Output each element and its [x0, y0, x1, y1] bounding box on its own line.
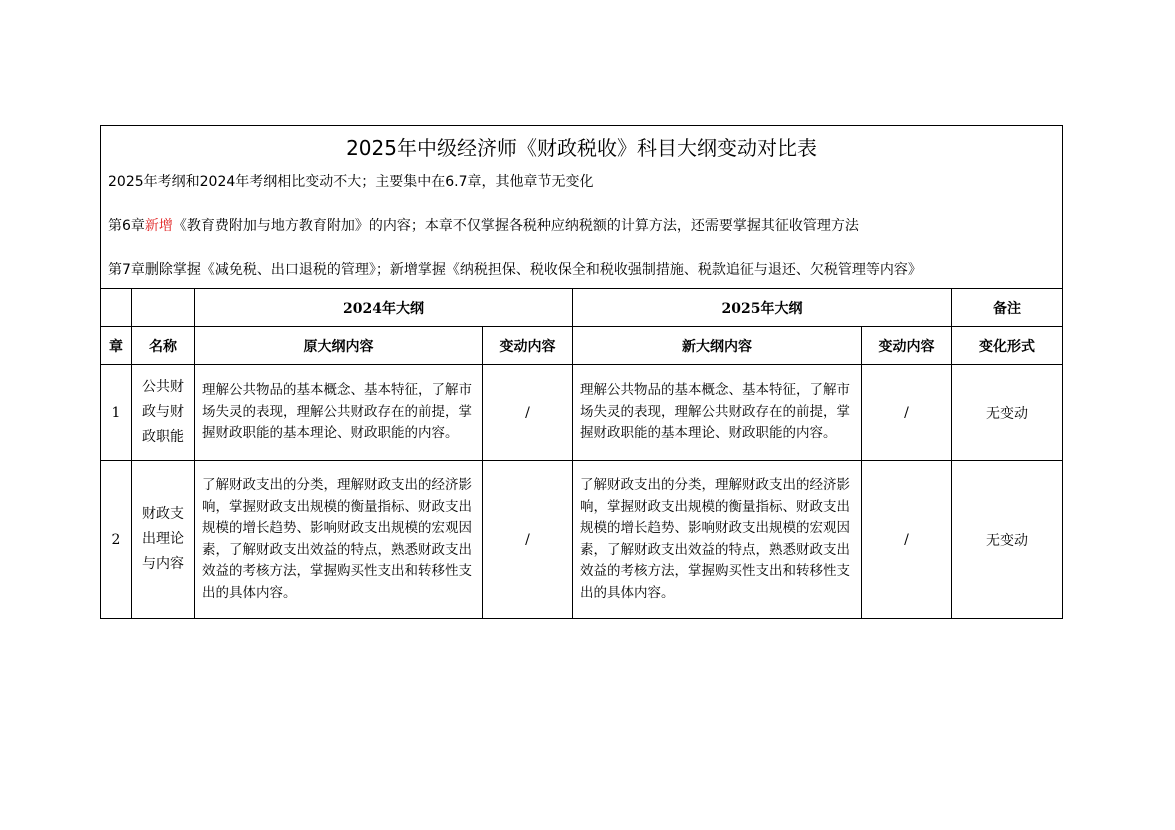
group-2025-header: 2025年大纲	[573, 289, 952, 327]
document	[100, 125, 1062, 619]
comparison-table	[100, 125, 1063, 619]
group-header-row	[101, 289, 1063, 327]
change-form: 无变动	[952, 461, 1063, 619]
summary-text: 2025年考纲和2024年考纲相比变动不大；主要集中在6.7章，其他章节无变化	[108, 174, 594, 190]
old-content: 了解财政支出的分类，理解财政支出的经济影响，掌握财政支出规模的衡量指标、财政支出规模的增长趋势、影响财政支出规模的宏观因素，了解财政支出效益的特点，熟悉财政支出效益的考核方法，掌握购买性支出和转移性支出的具体内容。	[195, 461, 483, 619]
col-name-header: 名称	[132, 327, 195, 365]
col-new-change-header: 变动内容	[862, 327, 952, 365]
group-note-header: 备注	[952, 289, 1063, 327]
chapter6-prefix: 第6章	[108, 218, 145, 234]
group-2024-header: 2024年大纲	[195, 289, 573, 327]
col-change-form-header: 变化形式	[952, 327, 1063, 365]
chapter-number: 2	[101, 461, 132, 619]
chapter7-note: 第7章删除掌握《减免税、出口退税的管理》；新增掌握《纳税担保、税收保全和税收强制措施、税款追征与退还、欠税管理等内容》	[108, 262, 922, 278]
change-form: 无变动	[952, 365, 1063, 461]
empty-header-cell	[132, 289, 195, 327]
empty-header-cell	[101, 289, 132, 327]
col-old-content-header: 原大纲内容	[195, 327, 483, 365]
new-change: /	[862, 461, 952, 619]
old-change: /	[483, 365, 573, 461]
old-content: 理解公共物品的基本概念、基本特征，了解市场失灵的表现，理解公共财政存在的前提，掌握财政职能的基本理论、财政职能的内容。	[195, 365, 483, 461]
chapter6-highlight: 新增	[144, 218, 173, 234]
column-header-row	[101, 327, 1063, 365]
table-row	[101, 365, 1063, 461]
page-title: 2025年中级经济师《财政税收》科目大纲变动对比表	[346, 136, 817, 160]
intro-row	[101, 126, 1063, 289]
table-row	[101, 461, 1063, 619]
new-content: 了解财政支出的分类，理解财政支出的经济影响，掌握财政支出规模的衡量指标、财政支出规模的增长趋势、影响财政支出规模的宏观因素，了解财政支出效益的特点，熟悉财政支出效益的考核方法，掌握购买性支出和转移性支出的具体内容。	[573, 461, 862, 619]
chapter6-note	[108, 216, 1055, 260]
old-change: /	[483, 461, 573, 619]
col-new-content-header: 新大纲内容	[573, 327, 862, 365]
intro-cell	[101, 126, 1063, 289]
chapter6-rest: 《教育费附加与地方教育附加》的内容；本章不仅掌握各税种应纳税额的计算方法，还需要掌握其征收管理方法	[172, 218, 859, 234]
new-change: /	[862, 365, 952, 461]
col-old-change-header: 变动内容	[483, 327, 573, 365]
chapter-name: 财政支出理论与内容	[132, 461, 195, 619]
new-content: 理解公共物品的基本概念、基本特征，了解市场失灵的表现，理解公共财政存在的前提，掌握财政职能的基本理论、财政职能的内容。	[573, 365, 862, 461]
chapter-name: 公共财政与财政职能	[132, 365, 195, 461]
chapter-number: 1	[101, 365, 132, 461]
col-chapter-header: 章	[101, 327, 132, 365]
